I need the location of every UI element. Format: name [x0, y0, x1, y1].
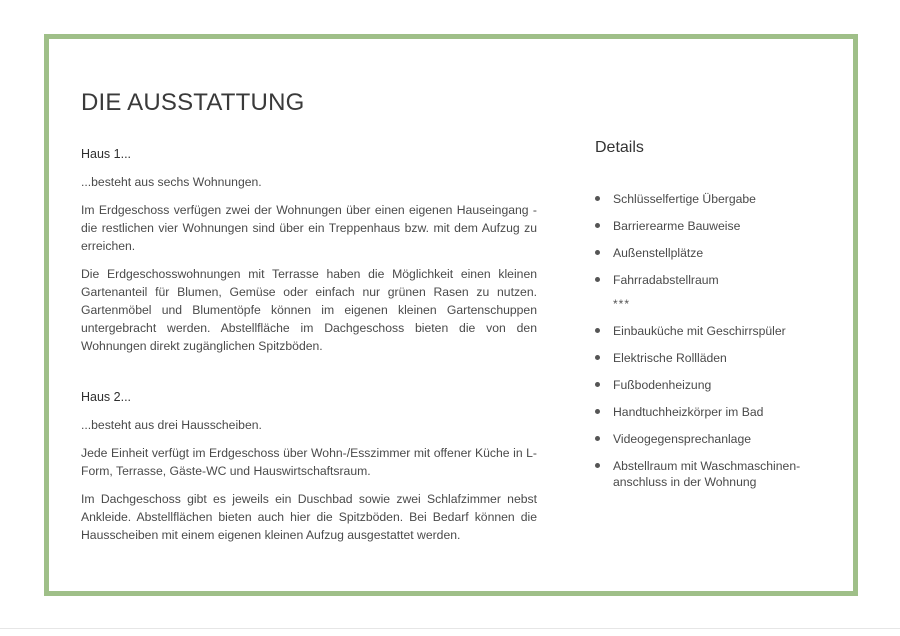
details-heading: Details [595, 139, 644, 156]
details-column [595, 139, 835, 501]
list-item-label: Videogegensprechanlage [613, 432, 752, 446]
haus-2-heading: Haus 2... [81, 390, 132, 404]
list-item-label: Fahrradabstellraum [613, 273, 719, 287]
bullet-icon [595, 355, 600, 360]
list-item-label: Fußbodenheizung [613, 378, 712, 392]
haus-1-heading: Haus 1... [81, 147, 132, 161]
haus-2-paragraph: ...besteht aus drei Hausscheiben. [81, 418, 262, 432]
list-item [595, 404, 835, 420]
bullet-icon [595, 223, 600, 228]
haus-2-section [81, 388, 537, 544]
list-item-label: Abstellraum mit Waschmaschinen-anschluss in der Wohnung [613, 459, 801, 489]
bullet-icon [595, 436, 600, 441]
page-frame [44, 34, 858, 596]
list-item-label: Handtuchheizkörper im Bad [613, 405, 764, 419]
list-item-label: Einbauküche mit Geschirrspüler [613, 324, 786, 338]
haus-1-section [81, 145, 537, 355]
list-item [595, 245, 835, 261]
bullet-icon [595, 382, 600, 387]
list-item [595, 350, 835, 366]
details-list [595, 191, 835, 490]
list-item-label: Außenstellplätze [613, 246, 704, 260]
haus-2-paragraph: Jede Einheit verfügt im Erdgeschoss über Wohn-/Esszimmer mit offener Küche in L-Form, Terrasse, Gäste-WC und Hauswirtschaftsraum. [81, 446, 537, 478]
bullet-icon [595, 463, 600, 468]
description-column [81, 145, 537, 554]
list-item [595, 191, 835, 207]
haus-2-paragraph: Im Dachgeschoss gibt es jeweils ein Duschbad sowie zwei Schlafzimmer nebst Ankleide. Abstellflächen bieten auch hier die Spitzböden. Bei Bedarf können die Hausscheiben mit einem eigenen kleinen Aufzug ausgestattet werden. [81, 492, 537, 542]
list-item [595, 377, 835, 393]
list-item [595, 323, 835, 339]
list-item [595, 272, 835, 288]
bullet-icon [595, 328, 600, 333]
list-item [595, 431, 835, 447]
haus-1-paragraph: ...besteht aus sechs Wohnungen. [81, 175, 262, 189]
bullet-icon [595, 409, 600, 414]
bullet-icon [595, 277, 600, 282]
bullet-icon [595, 250, 600, 255]
list-item-label: Schlüsselfertige Übergabe [613, 192, 756, 206]
list-item [595, 458, 835, 490]
page-title: DIE AUSSTATTUNG [81, 89, 305, 116]
list-item [595, 218, 835, 234]
list-item-label: Barrierearme Bauweise [613, 219, 741, 233]
list-separator: *** [613, 297, 631, 311]
bullet-icon [595, 196, 600, 201]
haus-1-paragraph: Die Erdgeschosswohnungen mit Terrasse haben die Möglichkeit einen kleinen Gartenanteil für Blumen, Gemüse oder einfach nur grünen Rasen zu nutzen. Gartenmöbel und Blumentöpfe können im eigenen kleinen Gartenschuppen untergebracht werden. Abstellfläche im Dachgeschoss bieten die von den Wohnungen direkt zugänglichen Spitzböden. [81, 267, 537, 353]
scan-edge-line [0, 628, 900, 629]
list-item-label: Elektrische Rollläden [613, 351, 727, 365]
haus-1-paragraph: Im Erdgeschoss verfügen zwei der Wohnungen über einen eigenen Hauseingang - die restlichen vier Wohnungen sind über ein Treppenhaus bzw. mit dem Aufzug zu erreichen. [81, 203, 537, 253]
